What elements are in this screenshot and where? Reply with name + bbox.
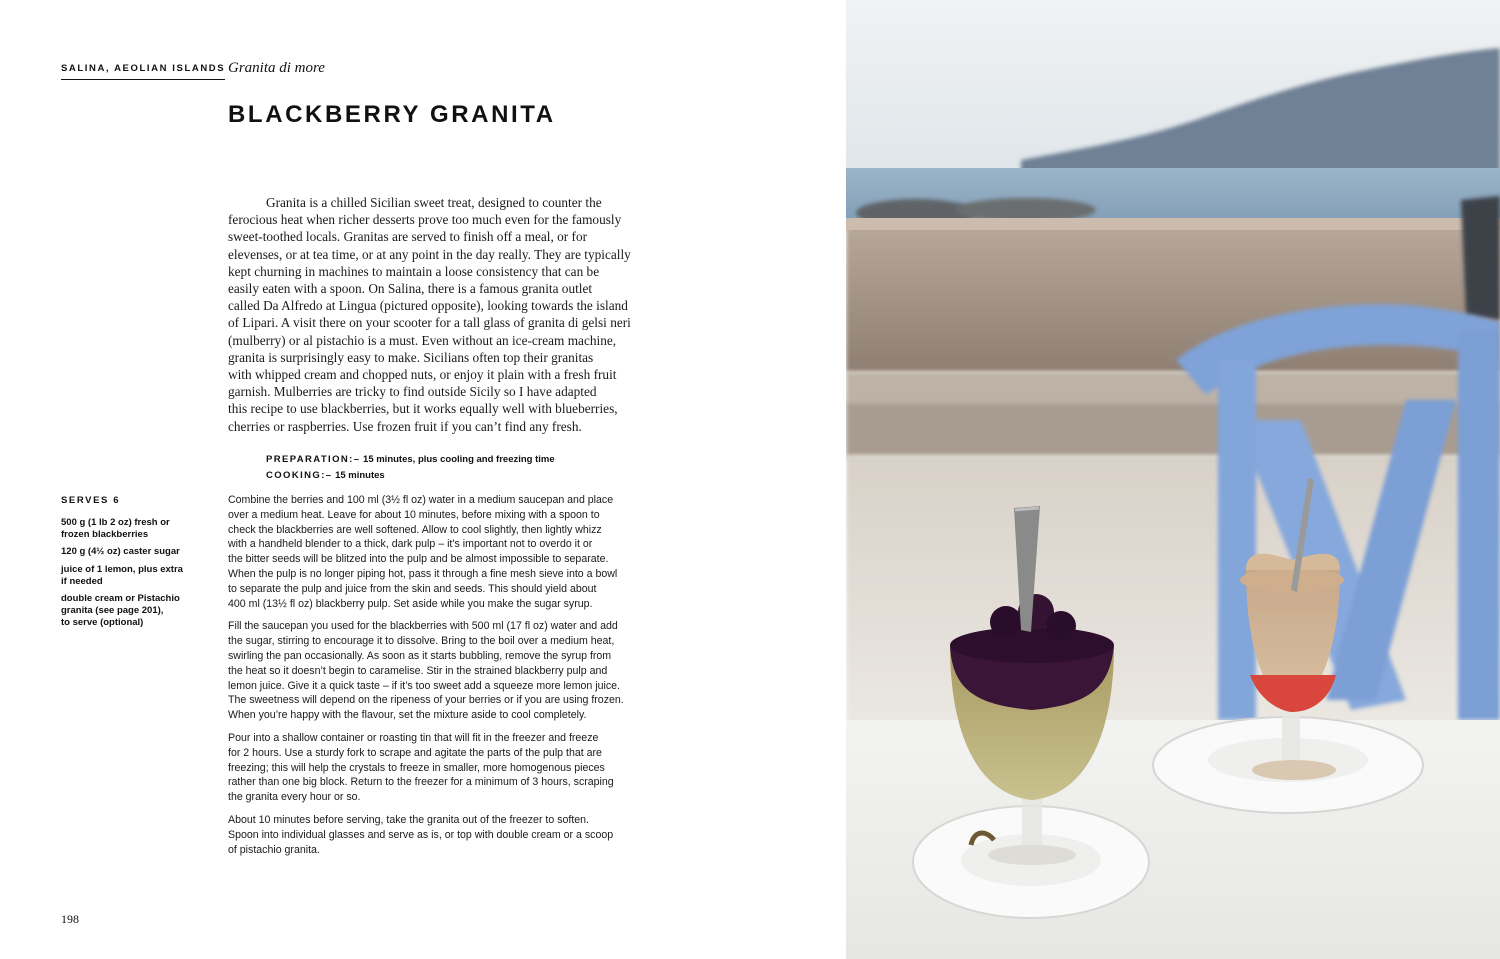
cooking-row <box>266 468 555 484</box>
method-line: to separate the pulp and juice from the skin and seeds. This should yield about <box>228 582 597 595</box>
cooking-value: 15 minutes <box>335 469 385 481</box>
method-line: check the blackberries are well softened. Allow to cool slightly, then lightly whizz <box>228 523 602 536</box>
intro-line: this recipe to use blackberries, but it works equally well with blueberries, <box>228 401 618 417</box>
ingredient-line: 500 g (1 lb 2 oz) fresh or <box>61 517 170 528</box>
method-line: with a handheld blender to a thick, dark pulp – it’s important not to overdo it or <box>228 538 593 551</box>
method-line: over a medium heat. Leave for about 10 minutes, before mixing with a spoon to <box>228 508 600 521</box>
italian-title: Granita di more <box>228 60 325 76</box>
intro-line: granita is surprisingly easy to make. Sicilians often top their granitas <box>228 349 594 365</box>
method-line: About 10 minutes before serving, take the granita out of the freezer to soften. <box>228 813 589 826</box>
method-line: rather than one big block. Return to the freezer for a minimum of 3 hours, scraping <box>228 776 614 789</box>
ingredient-item <box>61 546 211 558</box>
method-line: the bitter seeds will be blitzed into the pulp and be almost impossible to separate. <box>228 553 609 566</box>
intro-line: kept churning in machines to maintain a loose consistency that can be <box>228 263 600 279</box>
intro-paragraph <box>228 194 658 435</box>
intro-line: cherries or raspberries. Use frozen fruit if you can’t find any fresh. <box>228 418 582 434</box>
sea-wall <box>846 222 1500 372</box>
method-line: the heat so it doesn’t begin to caramelise. Stir in the strained blackberry pulp and <box>228 664 608 677</box>
method-line: The sweetness will depend on the ripeness of your berries or if you are using frozen. <box>228 694 624 707</box>
method-line: Combine the berries and 100 ml (3½ fl oz) water in a medium saucepan and place <box>228 494 614 506</box>
intro-line: of Lipari. A visit there on your scooter for a tall glass of granita di gelsi neri <box>228 315 631 331</box>
intro-line: Granita is a chilled Sicilian sweet treat, designed to counter the <box>266 195 602 210</box>
method-steps <box>228 493 658 865</box>
intro-line: easily eaten with a spoon. On Salina, there is a famous granita outlet <box>228 281 593 297</box>
ingredients-list <box>61 517 211 635</box>
intro-line: called Da Alfredo at Lingua (pictured opposite), looking towards the island <box>228 298 628 314</box>
intro-line: (mulberry) or al pistachio is a must. Even without an ice-cream machine, <box>228 332 617 348</box>
ingredient-line: frozen blackberries <box>61 529 149 541</box>
bench <box>1461 196 1500 320</box>
ingredient-line: granita (see page 201), <box>61 605 164 617</box>
ingredient-line: if needed <box>61 575 103 587</box>
intro-line: garnish. Mulberries are tricky to find outside Sicily so I have adapted <box>228 384 597 400</box>
method-step <box>228 731 658 805</box>
method-line: Spoon into individual glasses and serve as is, or top with double cream or a scoop <box>228 828 614 841</box>
method-line: of pistachio granita. <box>228 843 320 856</box>
method-line: for 2 hours. Use a sturdy fork to scrape and agitate the parts of the pulp that are <box>228 746 602 759</box>
method-line: Pour into a shallow container or roasting tin that will fit in the freezer and freeze <box>228 731 599 744</box>
preparation-label: PREPARATION:– <box>266 454 361 465</box>
intro-line: elevenses, or at tea time, or at any point in the day really. They are typically <box>228 246 631 262</box>
cooking-label: COOKING:– <box>266 469 333 481</box>
method-line: swirling the pan occasionally. As soon as it starts bubbling, remove the syrup from <box>228 649 612 662</box>
page-number: 198 <box>61 912 79 926</box>
intro-line: sweet-toothed locals. Granitas are served to finish off a meal, or for <box>228 229 588 245</box>
preparation-value: 15 minutes, plus cooling and freezing time <box>363 454 555 465</box>
recipe-title: BLACKBERRY GRANITA <box>228 101 556 128</box>
method-step <box>228 619 658 723</box>
ingredient-item <box>61 517 211 541</box>
curb <box>846 372 1500 404</box>
ingredient-line: juice of 1 lemon, plus extra <box>61 563 183 575</box>
preparation-row <box>266 452 555 468</box>
granita-photo <box>846 0 1500 959</box>
ingredient-line: double cream or Pistachio <box>61 593 180 605</box>
ingredient-item <box>61 593 211 630</box>
method-line: lemon juice. Give it a quick taste – if it’s too sweet add a squeeze more lemon juice. <box>228 679 620 692</box>
ingredient-item <box>61 564 211 588</box>
region-heading: SALINA, AEOLIAN ISLANDS <box>61 63 225 80</box>
serves-heading: SERVES 6 <box>61 495 121 506</box>
method-line: the granita every hour or so. <box>228 791 361 804</box>
method-step <box>228 813 658 857</box>
method-line: When you’re happy with the flavour, set the mixture aside to cool completely. <box>228 709 587 722</box>
wall-top <box>846 218 1500 230</box>
ingredient-line: 120 g (4½ oz) caster sugar <box>61 546 180 558</box>
intro-line: with whipped cream and chopped nuts, or enjoy it plain with a fresh fruit <box>228 367 617 383</box>
photo-page <box>846 0 1500 959</box>
method-line: the sugar, stirring to encourage it to dissolve. Bring to the boil over a medium heat, <box>228 635 615 648</box>
method-line: 400 ml (13½ fl oz) blackberry pulp. Set aside while you make the sugar syrup. <box>228 597 593 610</box>
method-line: freezing; this will help the crystals to freeze in smaller, more homogenous pieces <box>228 761 605 774</box>
intro-line: ferocious heat when richer desserts prove too much even for the famously <box>228 212 622 228</box>
method-line: Fill the saucepan you used for the blackberries with 500 ml (17 fl oz) water and add <box>228 620 618 633</box>
method-step <box>228 493 658 611</box>
ingredient-line: to serve (optional) <box>61 617 144 629</box>
timing-block <box>266 452 555 483</box>
method-line: When the pulp is no longer piping hot, pass it through a fine mesh sieve into a bowl <box>228 567 618 580</box>
